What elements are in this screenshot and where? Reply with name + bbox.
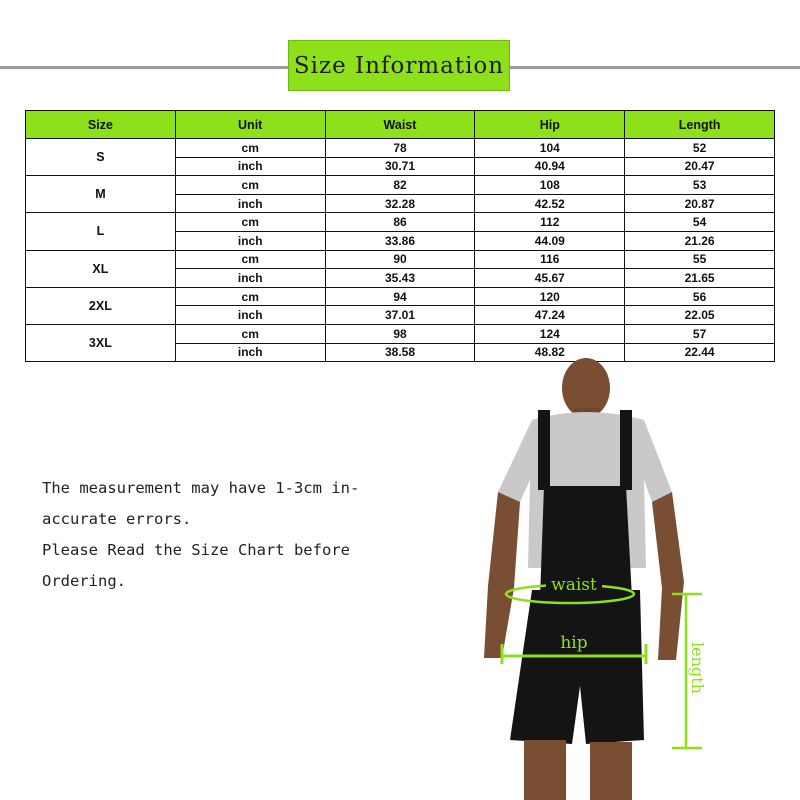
hip-cell: 42.52	[475, 194, 625, 213]
header-length: Length	[625, 111, 775, 139]
length-label: length	[688, 642, 707, 694]
hip-cell: 108	[475, 176, 625, 195]
hip-cell: 116	[475, 250, 625, 269]
hip-cell: 45.67	[475, 269, 625, 288]
waist-cell: 78	[325, 139, 475, 158]
note-line: Please Read the Size Chart before	[42, 541, 350, 559]
header-hip: Hip	[475, 111, 625, 139]
length-cell: 55	[625, 250, 775, 269]
right-strap	[620, 410, 632, 490]
waist-cell: 32.28	[325, 194, 475, 213]
header-size: Size	[26, 111, 176, 139]
hip-cell: 48.82	[475, 343, 625, 362]
length-cell: 20.87	[625, 194, 775, 213]
waist-label: waist	[551, 575, 597, 595]
waist-cell: 37.01	[325, 306, 475, 325]
length-cell: 56	[625, 287, 775, 306]
hip-label: hip	[560, 633, 588, 653]
hip-cell: 44.09	[475, 231, 625, 250]
length-cell: 57	[625, 324, 775, 343]
hip-cell: 120	[475, 287, 625, 306]
table-row	[26, 176, 775, 195]
unit-cell: cm	[175, 176, 325, 195]
hip-cell: 104	[475, 139, 625, 158]
waist-cell: 90	[325, 250, 475, 269]
size-cell: 3XL	[26, 324, 176, 361]
table-row	[26, 324, 775, 343]
unit-cell: inch	[175, 157, 325, 176]
size-table	[25, 110, 775, 362]
waist-cell: 38.58	[325, 343, 475, 362]
unit-cell: cm	[175, 139, 325, 158]
unit-cell: inch	[175, 306, 325, 325]
table-row	[26, 250, 775, 269]
length-cell: 52	[625, 139, 775, 158]
table-header-row	[26, 111, 775, 139]
unit-cell: cm	[175, 324, 325, 343]
model-left-arm	[484, 492, 520, 658]
waist-cell: 86	[325, 213, 475, 232]
waist-cell: 98	[325, 324, 475, 343]
table-row	[26, 139, 775, 158]
size-cell: L	[26, 213, 176, 250]
size-cell: S	[26, 139, 176, 176]
unit-cell: inch	[175, 343, 325, 362]
length-cell: 20.47	[625, 157, 775, 176]
hip-cell: 112	[475, 213, 625, 232]
waist-cell: 82	[325, 176, 475, 195]
overall-shorts	[510, 590, 644, 744]
measurement-note	[42, 473, 382, 597]
note-line: Ordering.	[42, 572, 126, 590]
length-cell: 22.44	[625, 343, 775, 362]
model-right-arm	[652, 492, 684, 660]
length-cell: 53	[625, 176, 775, 195]
length-cell: 21.65	[625, 269, 775, 288]
page-title: Size Information	[288, 40, 510, 91]
unit-cell: inch	[175, 231, 325, 250]
table-row	[26, 213, 775, 232]
waist-cell: 30.71	[325, 157, 475, 176]
header-unit: Unit	[175, 111, 325, 139]
hip-cell: 40.94	[475, 157, 625, 176]
length-cell: 54	[625, 213, 775, 232]
left-strap	[538, 410, 550, 490]
note-line: accurate errors.	[42, 510, 192, 528]
hip-cell: 47.24	[475, 306, 625, 325]
model-right-leg	[590, 742, 632, 800]
length-cell: 22.05	[625, 306, 775, 325]
unit-cell: cm	[175, 213, 325, 232]
unit-cell: cm	[175, 250, 325, 269]
note-line: The measurement may have 1-3cm in-	[42, 479, 360, 497]
unit-cell: cm	[175, 287, 325, 306]
model-measurement-illustration	[440, 368, 707, 800]
unit-cell: inch	[175, 194, 325, 213]
table-row	[26, 287, 775, 306]
length-cell: 21.26	[625, 231, 775, 250]
waist-cell: 94	[325, 287, 475, 306]
size-cell: 2XL	[26, 287, 176, 324]
hip-cell: 124	[475, 324, 625, 343]
model-left-leg	[524, 740, 566, 800]
header-waist: Waist	[325, 111, 475, 139]
size-cell: M	[26, 176, 176, 213]
unit-cell: inch	[175, 269, 325, 288]
waist-cell: 33.86	[325, 231, 475, 250]
waist-cell: 35.43	[325, 269, 475, 288]
size-cell: XL	[26, 250, 176, 287]
